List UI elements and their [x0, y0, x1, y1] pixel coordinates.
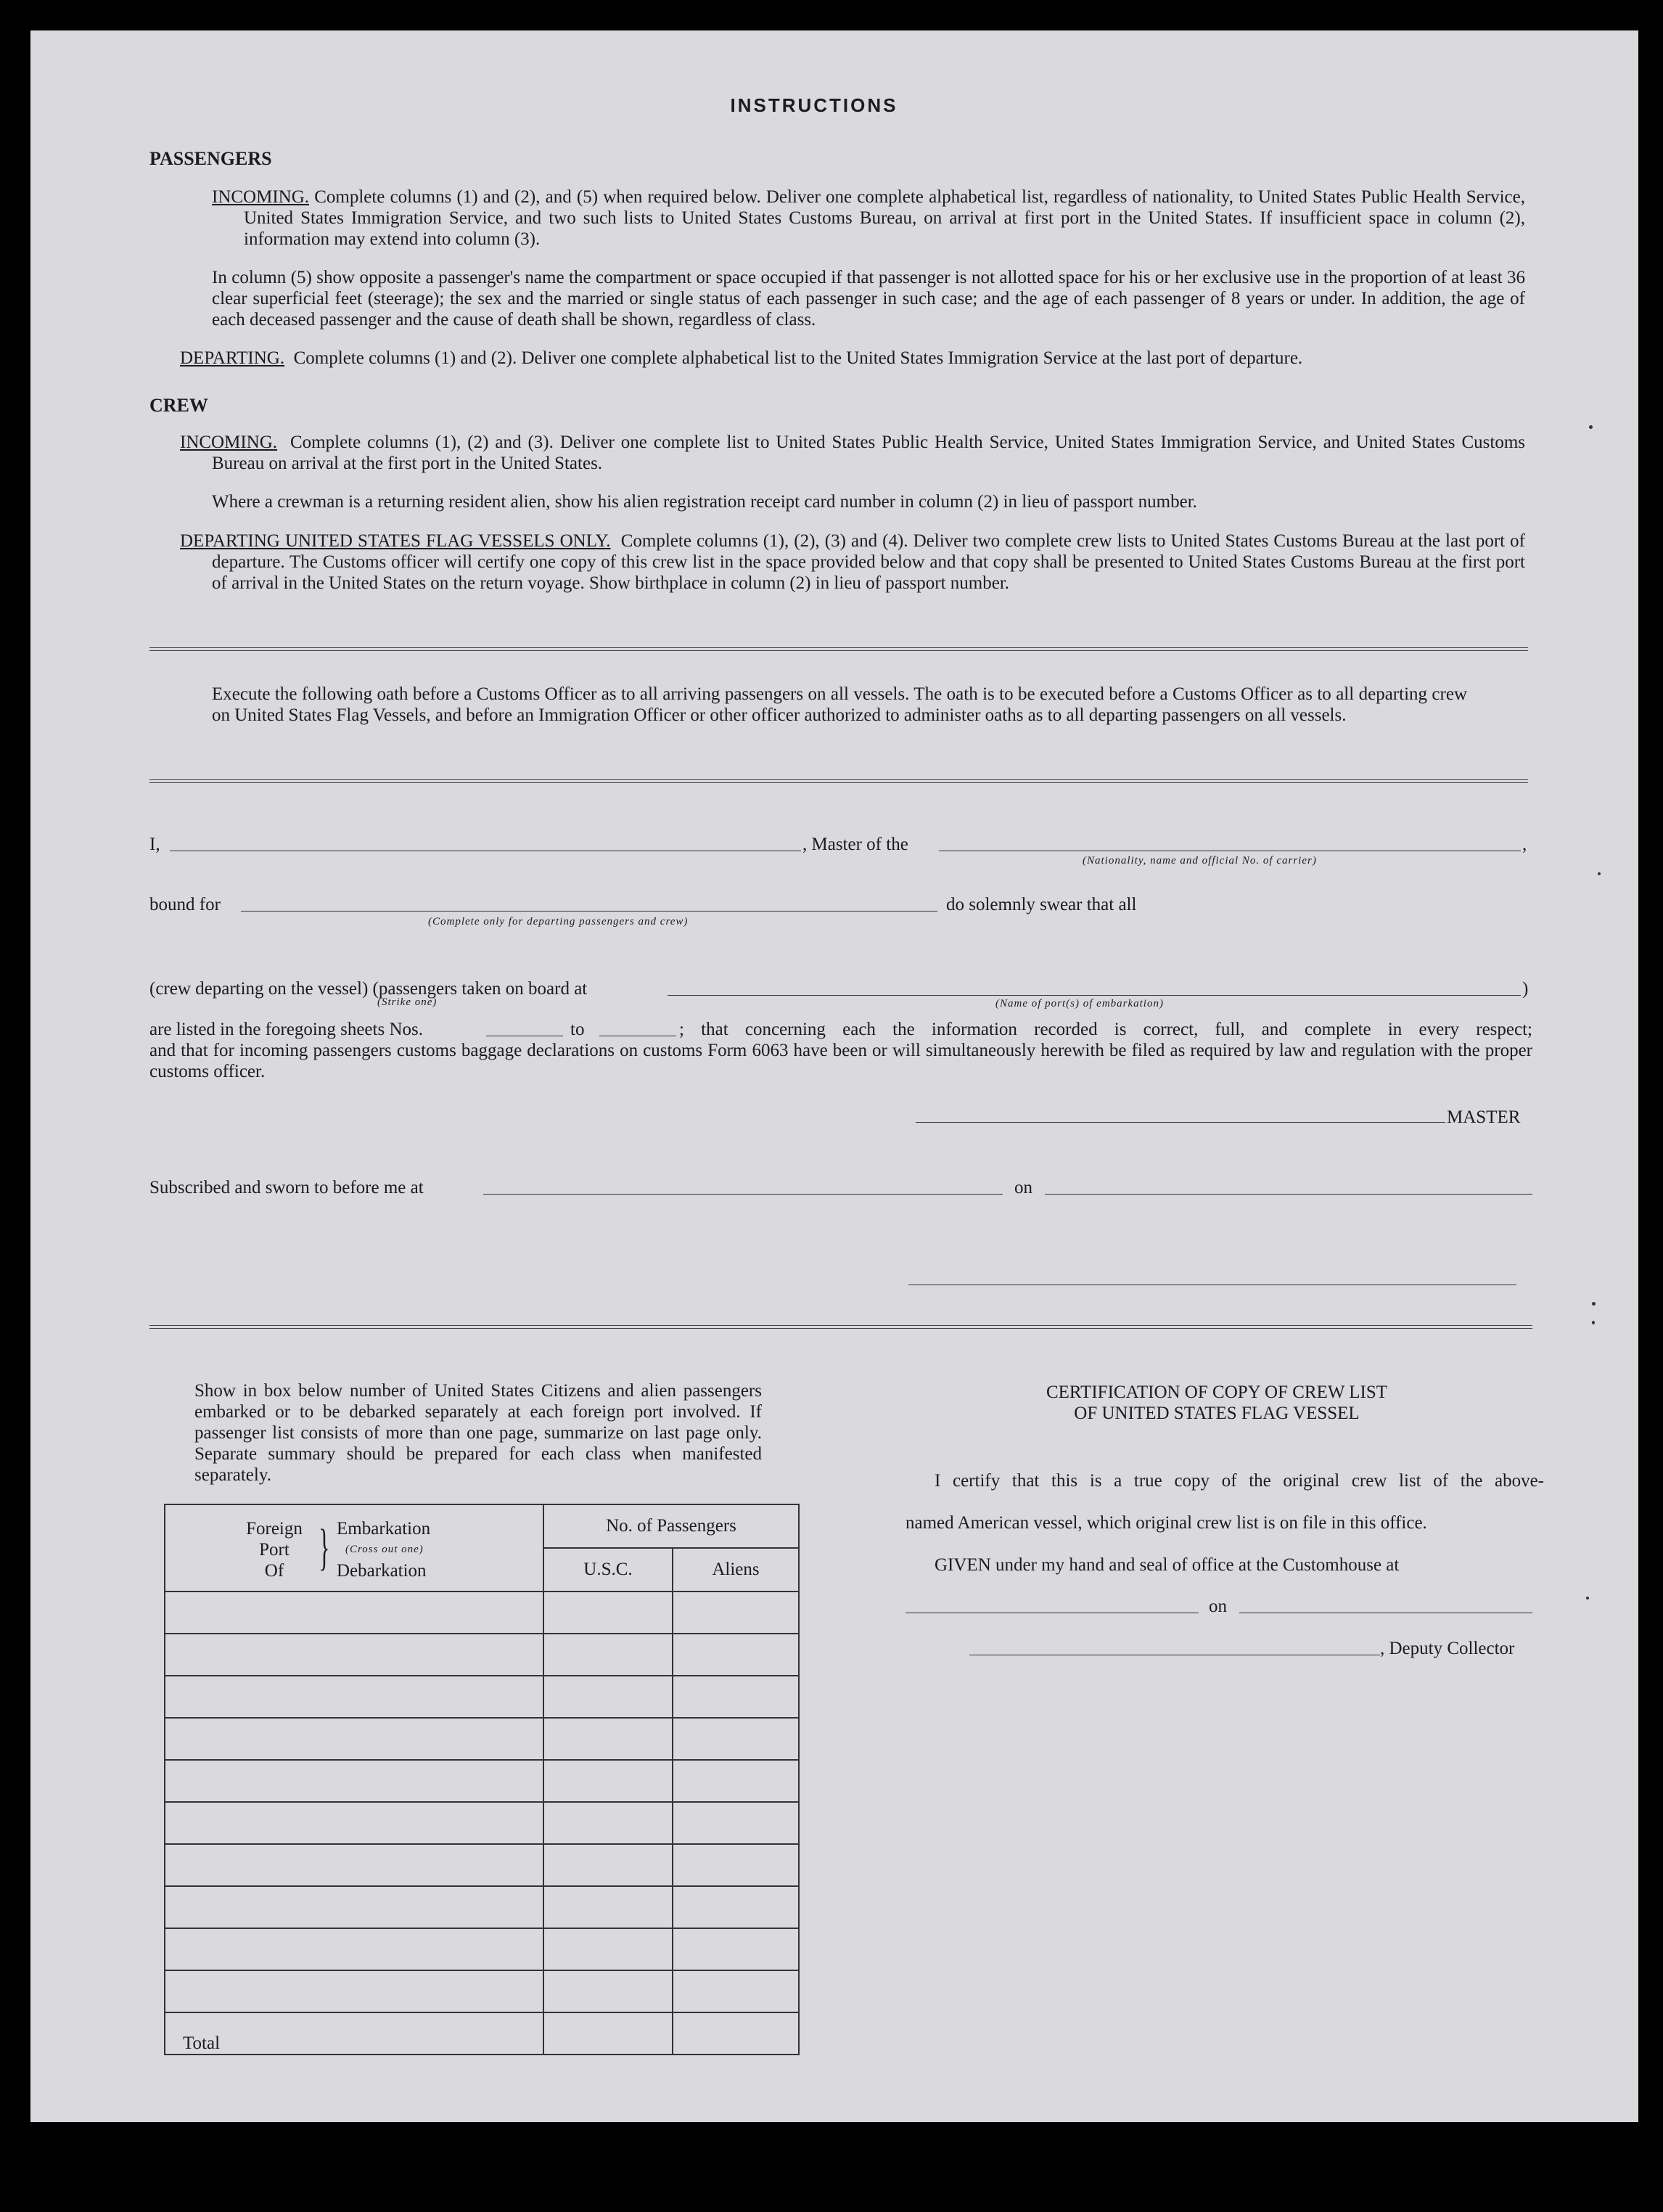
instructions-title: INSTRUCTIONS — [730, 94, 898, 116]
certification-title — [901, 1382, 1532, 1424]
passengers-departing-text: Complete columns (1) and (2). Deliver one complete alphabetical list to the United States Immigration Service at the last port of departure. — [293, 348, 1303, 368]
passengers-incoming-paragraph — [212, 187, 1525, 250]
cert-on-label: on — [1209, 1597, 1227, 1616]
total-aliens-cell[interactable] — [673, 2012, 799, 2055]
passengers-departing-paragraph — [180, 348, 1529, 369]
passenger-summary-table — [164, 1504, 800, 2055]
port-cell[interactable] — [165, 1592, 543, 1634]
usc-cell[interactable] — [543, 1718, 673, 1760]
usc-cell[interactable] — [543, 1592, 673, 1634]
aliens-cell[interactable] — [673, 1634, 799, 1676]
given-text: GIVEN under my hand and seal of office at the Customhouse at — [935, 1555, 1400, 1575]
total-usc-cell[interactable] — [543, 2012, 673, 2055]
table-row — [165, 1676, 799, 1718]
port-label: Port — [259, 1540, 290, 1560]
certification-title-line2: OF UNITED STATES FLAG VESSEL — [1074, 1404, 1360, 1423]
table-row — [165, 1802, 799, 1844]
crew-alien-paragraph: Where a crewman is a returning resident alien, show his alien registration receipt card number in column (2) in lieu of passport number. — [212, 492, 1197, 512]
subscribed-label: Subscribed and sworn to before me at — [149, 1178, 424, 1197]
certification-title-line1: CERTIFICATION OF COPY OF CREW LIST — [1046, 1382, 1388, 1402]
crew-departing-label: (crew departing on the vessel) (passengers taken on board at — [149, 979, 588, 999]
port-cell[interactable] — [165, 1844, 543, 1886]
aliens-cell[interactable] — [673, 1844, 799, 1886]
bound-for-field[interactable] — [241, 911, 937, 912]
sworn-place-field[interactable] — [483, 1194, 1003, 1195]
port-cell[interactable] — [165, 1718, 543, 1760]
sworn-on-label: on — [1014, 1178, 1032, 1197]
crew-incoming-text: Complete columns (1), (2) and (3). Deliver one complete list to United States Public Health Service, United States Immigration Service, and United States Customs Bureau on arrival at the first port in the United States. — [212, 433, 1526, 473]
port-cell[interactable] — [165, 1802, 543, 1844]
table-row — [165, 1844, 799, 1886]
ports-hint: (Name of port(s) of embarkation) — [995, 998, 1164, 1009]
aliens-cell[interactable] — [673, 1592, 799, 1634]
brace-icon: } — [319, 1520, 330, 1576]
aliens-header: Aliens — [673, 1548, 799, 1592]
nationality-hint: (Nationality, name and official No. of carrier) — [1083, 855, 1317, 867]
passengers-heading: PASSENGERS — [149, 148, 272, 169]
crew-departing-text: Complete columns (1), (2), (3) and (4). Deliver two complete crew lists to United States Customs Bureau at the last port of departure. The Customs officer will certify one copy of this crew list in the space provided below and that copy shall be presented to United States Customs Bureau at the first port of arrival in the United States on the return voyage. Show birthplace in column (2) in lieu of passport number. — [212, 531, 1525, 593]
scan-speck — [1592, 1321, 1595, 1324]
port-cell[interactable] — [165, 1634, 543, 1676]
scan-speck — [1592, 1302, 1596, 1306]
usc-cell[interactable] — [543, 1970, 673, 2012]
complete-only-hint: (Complete only for departing passengers and crew) — [428, 916, 689, 927]
of-label: Of — [264, 1561, 284, 1581]
crew-incoming-paragraph — [180, 432, 1525, 474]
table-row — [165, 1592, 799, 1634]
table-row — [165, 1970, 799, 2012]
aliens-cell[interactable] — [673, 1928, 799, 1970]
table-row — [165, 1634, 799, 1676]
scan-speck — [1586, 1597, 1589, 1599]
port-cell[interactable] — [165, 1676, 543, 1718]
certify-text: I certify that this is a true copy of the original crew list of the above- — [935, 1471, 1544, 1491]
bound-for-label: bound for — [149, 895, 221, 914]
scan-speck — [1589, 425, 1593, 429]
embarkation-label: Embarkation — [337, 1519, 431, 1539]
crew-departing-label: DEPARTING UNITED STATES FLAG VESSELS ONLY. — [180, 531, 611, 551]
oath-instruction: Execute the following oath before a Customs Officer as to all arriving passengers on all vessels. The oath is to be executed before a Customs Officer as to all departing crew on United States Flag Vessels, and before an Immigration Officer or other officer authorized to administer oaths as to all departing passengers on all vessels. — [212, 684, 1467, 725]
divider-2 — [149, 779, 1528, 783]
divider-3 — [149, 1325, 1532, 1329]
no-of-passengers-header: No. of Passengers — [543, 1504, 799, 1548]
aliens-cell[interactable] — [673, 1886, 799, 1928]
table-row — [165, 1928, 799, 1970]
deputy-collector-label: , Deputy Collector — [1380, 1639, 1515, 1658]
passengers-incoming-label: INCOMING. — [212, 187, 310, 207]
table-row — [165, 1886, 799, 1928]
crew-departing-paragraph — [180, 531, 1525, 594]
port-cell[interactable] — [165, 1928, 543, 1970]
table-row — [165, 1718, 799, 1760]
master-of-label: , Master of the — [802, 835, 908, 854]
crew-heading: CREW — [149, 395, 208, 416]
embarkation-port-field[interactable] — [668, 995, 1521, 996]
to-label: to — [570, 1020, 585, 1039]
usc-cell[interactable] — [543, 1802, 673, 1844]
close-paren: ) — [1522, 979, 1529, 999]
port-cell[interactable] — [165, 1760, 543, 1802]
port-cell[interactable] — [165, 1886, 543, 1928]
comma: , — [1522, 835, 1527, 854]
usc-cell[interactable] — [543, 1928, 673, 1970]
oath-rest-text: and that for incoming passengers customs baggage declarations on customs Form 6063 have been or will simultaneously herewith be filed as required by law and regulation with the proper customs officer. — [149, 1041, 1532, 1081]
master-label: MASTER — [1447, 1107, 1521, 1127]
aliens-cell[interactable] — [673, 1676, 799, 1718]
divider-1 — [149, 647, 1528, 651]
scan-speck — [1598, 872, 1601, 875]
usc-cell[interactable] — [543, 1886, 673, 1928]
aliens-cell[interactable] — [673, 1970, 799, 2012]
foreign-label: Foreign — [246, 1519, 303, 1539]
total-label: Total — [165, 2012, 543, 2055]
usc-cell[interactable] — [543, 1634, 673, 1676]
sworn-date-field[interactable] — [1045, 1194, 1532, 1195]
aliens-cell[interactable] — [673, 1718, 799, 1760]
master-signature-field[interactable] — [916, 1122, 1445, 1123]
document-page — [30, 30, 1638, 2122]
aliens-cell[interactable] — [673, 1760, 799, 1802]
port-header — [165, 1504, 543, 1592]
concerning-text: ; that concerning each the information recorded is correct, full, and complete in every respect; — [679, 1020, 1532, 1039]
swear-label: do solemnly swear that all — [946, 895, 1137, 914]
usc-cell[interactable] — [543, 1676, 673, 1718]
passengers-departing-label: DEPARTING. — [180, 348, 285, 368]
listed-in-label: are listed in the foregoing sheets Nos. — [149, 1020, 423, 1039]
port-cell[interactable] — [165, 1970, 543, 2012]
cross-out-hint: (Cross out one) — [345, 1544, 424, 1555]
passengers-incoming-text: Complete columns (1) and (2), and (5) when required below. Deliver one complete alphabetical list, regardless of nationality, to United States Public Health Service, United States Immigration Service, and two such lists to United States Customs Bureau, on arrival at first port in the United States. If insufficient space in column (2), information may extend into column (3). — [244, 187, 1526, 249]
debarkation-label: Debarkation — [337, 1561, 427, 1581]
usc-cell[interactable] — [543, 1760, 673, 1802]
summary-instruction: Show in box below number of United States Citizens and alien passengers embarked or to be debarked separately at each foreign port involved. If passenger list consists of more than one page, summarize on last page only. Separate summary should be prepared for each class when manifested separately. — [194, 1381, 762, 1485]
usc-header: U.S.C. — [543, 1548, 673, 1592]
crew-incoming-label: INCOMING. — [180, 433, 278, 452]
total-row — [165, 2012, 799, 2055]
named-text: named American vessel, which original crew list is on file in this office. — [906, 1513, 1427, 1533]
aliens-cell[interactable] — [673, 1802, 799, 1844]
passengers-column5-paragraph: In column (5) show opposite a passenger's name the compartment or space occupied if that passenger is not allotted space for his or her exclusive use in the proportion of at least 36 clear superficial feet (steerage); the sex and the married or single status of each passenger in such case; and the age of each passenger of 8 years or under. In addition, the age of each deceased passenger and the cause of death shall be shown, regardless of class. — [212, 268, 1525, 329]
table-row — [165, 1760, 799, 1802]
oath-i-label: I, — [149, 835, 160, 854]
usc-cell[interactable] — [543, 1844, 673, 1886]
strike-one-hint: (Strike one) — [377, 996, 438, 1008]
